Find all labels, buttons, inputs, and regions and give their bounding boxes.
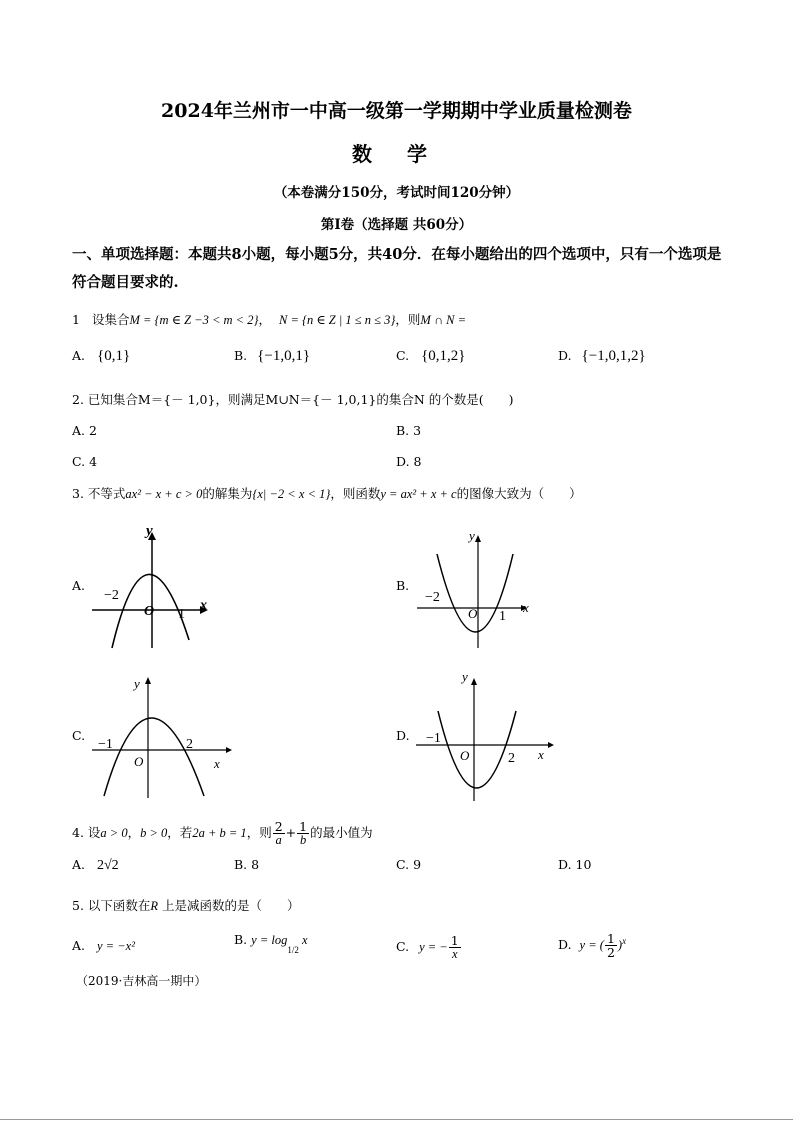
page-bottom-divider	[0, 1119, 793, 1120]
option-value: 9	[413, 857, 422, 872]
root-left-label: −2	[104, 588, 119, 603]
option-b[interactable]	[234, 932, 308, 955]
option-a[interactable]	[72, 348, 130, 365]
numerator: 1	[606, 931, 615, 946]
condition-sum: 2a + b = 1	[192, 826, 247, 840]
numerator: 1	[299, 819, 308, 834]
option-c[interactable]	[396, 934, 462, 961]
option-label: A.	[72, 423, 86, 438]
option-value: y = log	[251, 933, 288, 947]
numerator: 2	[274, 819, 283, 834]
option-b[interactable]	[234, 857, 259, 872]
origin-label: O	[144, 604, 155, 619]
question-text: 的解集为	[202, 486, 253, 501]
option-value: y = −	[419, 940, 448, 954]
question-text: ，则	[246, 825, 272, 840]
denominator: 2	[606, 945, 615, 960]
exponent: x	[622, 935, 627, 946]
root-right-label: 1	[178, 607, 185, 622]
option-label: D.	[558, 857, 572, 872]
x-label: x	[538, 747, 544, 762]
question-3	[72, 484, 582, 502]
denominator: b	[299, 833, 307, 847]
origin-label: O	[134, 754, 144, 769]
section-heading: 一、单项选择题：本题共8小题，每小题5分，共40分．在每小题给出的四个选项中，只有一个选项是符合题目要求的.	[72, 246, 722, 291]
option-b[interactable]	[234, 348, 310, 365]
y-label: y	[469, 528, 475, 543]
option-label: D.	[558, 348, 572, 363]
exam-note: （本卷满分150分，考试时间120分钟）	[273, 185, 520, 201]
reals-symbol: R	[150, 899, 159, 913]
option-value: 8	[251, 857, 260, 872]
option-value: 8	[413, 454, 422, 469]
question-text: 的图像大致为（ ）	[456, 486, 582, 501]
graph-c[interactable]	[88, 672, 238, 802]
question-text: 4. 设	[72, 825, 101, 840]
y-arrow-icon	[475, 535, 481, 542]
option-value: 10	[575, 857, 592, 872]
exam-title: 2024年兰州市一中高一级第一学期期中学业质量检测卷	[161, 100, 632, 122]
x-label: x	[200, 598, 207, 613]
option-d[interactable]	[558, 348, 646, 365]
option-d[interactable]	[558, 857, 591, 872]
option-value: {−1,0,1}	[257, 348, 311, 364]
option-label: B.	[234, 348, 248, 363]
option-value: y = −x²	[97, 939, 135, 953]
y-arrow-icon	[471, 678, 477, 685]
question-number: 1	[72, 312, 80, 327]
option-value: {−1,0,1,2}	[581, 348, 646, 364]
option-label: D.	[396, 454, 410, 469]
root-right-label: 2	[508, 751, 515, 766]
origin-label: O	[468, 606, 478, 621]
parabola-curve	[104, 718, 204, 796]
y-label: y	[462, 669, 468, 684]
y-label: y	[146, 523, 153, 539]
intersection-expr: M ∩ N =	[420, 313, 467, 327]
option-label: D.	[558, 937, 572, 952]
fraction-2-over-a	[273, 820, 285, 847]
fraction-1-over-x	[449, 934, 461, 961]
option-b[interactable]	[396, 423, 421, 438]
fraction-1-over-2	[605, 932, 617, 959]
option-value: 2	[89, 423, 97, 438]
question-1	[72, 310, 466, 328]
option-value: 2√2	[97, 858, 119, 873]
parabola-curve	[438, 711, 516, 788]
option-c[interactable]	[396, 857, 421, 872]
option-value: 3	[413, 423, 422, 438]
graph-a[interactable]	[90, 520, 220, 650]
condition-a: a > 0	[100, 826, 128, 840]
root-left-label: −1	[426, 731, 441, 746]
subject-title: 数 学	[352, 142, 441, 166]
graph-b-label[interactable]: B.	[396, 578, 410, 593]
option-c[interactable]	[396, 348, 465, 365]
option-label: C.	[396, 857, 410, 872]
option-label: A.	[72, 857, 86, 872]
origin-label: O	[460, 748, 470, 763]
option-value: {0,1,2}	[421, 348, 466, 364]
x-arrow-icon	[226, 747, 232, 753]
option-d[interactable]	[396, 454, 422, 469]
inequality: ax² − x + c > 0	[125, 487, 203, 501]
y-label: y	[134, 676, 140, 691]
question-text: 的最小值为	[310, 825, 373, 840]
fraction-1-over-b	[297, 820, 309, 847]
root-right-label: 2	[186, 737, 193, 752]
graph-d[interactable]	[412, 665, 562, 805]
option-label: C.	[396, 348, 410, 363]
question-5	[72, 896, 300, 914]
option-c[interactable]	[72, 454, 97, 469]
question-text: 5. 以下函数在	[72, 898, 151, 913]
log-base: 1/2	[287, 945, 299, 955]
root-left-label: −1	[98, 737, 113, 752]
option-value: y = (	[579, 938, 604, 952]
denominator: x	[451, 947, 458, 961]
option-a[interactable]	[72, 938, 135, 954]
separator: ，	[258, 312, 272, 327]
y-arrow-icon	[145, 677, 151, 684]
option-value-tail: x	[298, 933, 308, 947]
solution-set: {x| −2 < x < 1}	[252, 487, 331, 501]
graph-a-label[interactable]: A.	[72, 578, 86, 593]
option-label: C.	[72, 454, 86, 469]
option-d[interactable]	[558, 932, 626, 959]
option-label: A.	[72, 938, 86, 953]
denominator: a	[275, 833, 282, 847]
option-value: 4	[89, 454, 98, 469]
option-value-tail: )	[617, 938, 623, 952]
question-text: ，若	[167, 825, 193, 840]
graph-d-label[interactable]: D.	[396, 728, 410, 743]
x-label: x	[214, 756, 220, 771]
question-text: 3. 不等式	[72, 486, 126, 501]
option-a[interactable]	[72, 423, 97, 438]
option-value: {0,1}	[97, 348, 131, 364]
question-4	[72, 820, 373, 847]
question-text: 设集合	[91, 312, 130, 327]
separator: ，	[127, 825, 141, 840]
option-label: A.	[72, 348, 86, 363]
x-label: x	[523, 600, 529, 615]
plus-sign: +	[285, 825, 297, 840]
question-text: ，则	[395, 312, 421, 327]
graph-b[interactable]	[415, 520, 545, 650]
question-text: ，则函数	[330, 486, 381, 501]
option-label: B.	[396, 423, 410, 438]
numerator: 1	[450, 933, 459, 948]
graph-c-label[interactable]: C.	[72, 728, 86, 743]
function-expr: y = ax² + x + c	[380, 487, 457, 501]
part-title: 第I卷（选择题 共60分）	[320, 217, 473, 233]
condition-b: b > 0	[140, 826, 168, 840]
option-label: B.	[234, 932, 248, 947]
question-source: （2019·吉林高一期中）	[76, 974, 207, 988]
set-m: M = {m ∈ Z −3 < m < 2}	[129, 313, 259, 327]
root-left-label: −2	[425, 590, 440, 605]
set-n: N = {n ∈ Z | 1 ≤ n ≤ 3}	[279, 313, 396, 327]
option-label: C.	[396, 939, 410, 954]
question-2: 2. 已知集合M＝{－ 1,0}，则满足M∪N＝{－ 1,0,1}的集合N 的个数是( )	[72, 392, 514, 407]
root-right-label: 1	[499, 609, 506, 624]
option-label: B.	[234, 857, 248, 872]
option-a[interactable]	[72, 857, 119, 874]
x-arrow-icon	[548, 742, 554, 748]
question-text: 上是减函数的是（ ）	[158, 898, 300, 913]
